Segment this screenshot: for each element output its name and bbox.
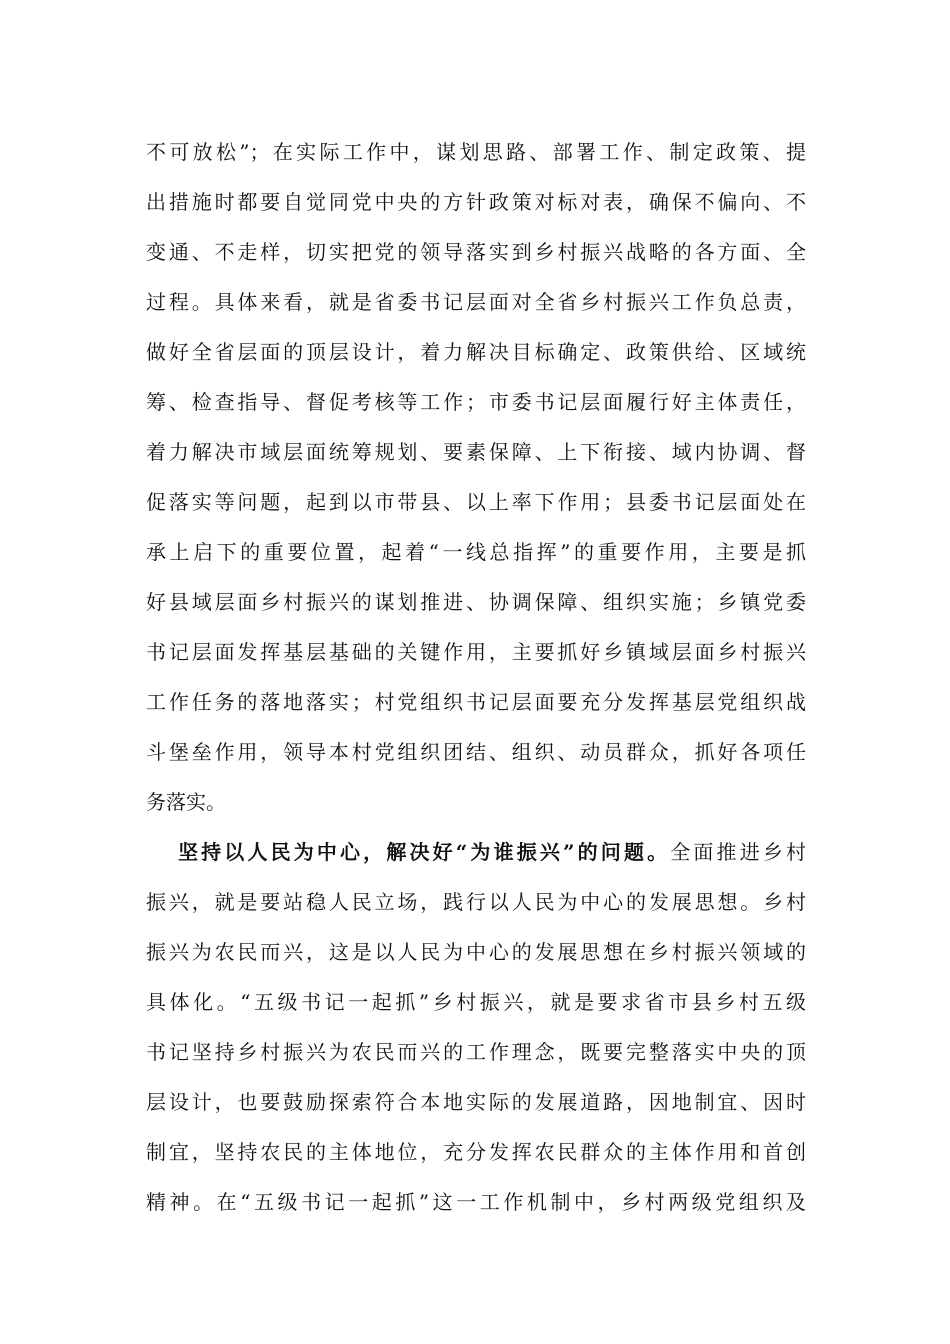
paragraph-2-line-2: 振兴，就是要站稳人民立场，践行以人民为中心的发展思想。乡村 xyxy=(146,890,806,914)
paragraph-1-line-14: 务落实。 xyxy=(146,790,226,814)
paragraph-1-line-1: 不可放松”；在实际工作中，谋划思路、部署工作、制定政策、提 xyxy=(146,140,806,164)
paragraph-2-line-4: 具体化。“五级书记一起抓”乡村振兴，就是要求省市县乡村五级 xyxy=(146,990,806,1014)
paragraph-2-line-6: 层设计，也要鼓励探索符合本地实际的发展道路，因地制宜、因时 xyxy=(146,1090,806,1114)
paragraph-1-line-10: 好县域层面乡村振兴的谋划推进、协调保障、组织实施；乡镇党委 xyxy=(146,590,806,614)
paragraph-1-line-5: 做好全省层面的顶层设计，着力解决目标确定、政策供给、区域统 xyxy=(146,340,806,364)
paragraph-1-line-6: 筹、检查指导、督促考核等工作；市委书记层面履行好主体责任， xyxy=(146,390,806,414)
paragraph-1-line-3: 变通、不走样，切实把党的领导落实到乡村振兴战略的各方面、全 xyxy=(146,240,806,264)
paragraph-2-first-line xyxy=(178,832,806,872)
paragraph-1-line-11: 书记层面发挥基层基础的关键作用，主要抓好乡镇域层面乡村振兴 xyxy=(146,640,806,664)
paragraph-1-line-4: 过程。具体来看，就是省委书记层面对全省乡村振兴工作负总责， xyxy=(146,290,806,314)
paragraph-1-line-9: 承上启下的重要位置，起着“一线总指挥”的重要作用，主要是抓 xyxy=(146,540,806,564)
paragraph-2-line-8: 精神。在“五级书记一起抓”这一工作机制中，乡村两级党组织及 xyxy=(146,1190,806,1214)
paragraph-1-line-8: 促落实等问题，起到以市带县、以上率下作用；县委书记层面处在 xyxy=(146,490,806,514)
paragraph-2-line-5: 书记坚持乡村振兴为农民而兴的工作理念，既要完整落实中央的顶 xyxy=(146,1040,806,1064)
paragraph-2-line-3: 振兴为农民而兴，这是以人民为中心的发展思想在乡村振兴领域的 xyxy=(146,940,806,964)
paragraph-2-first-line-text: 全面推进乡村 xyxy=(670,840,807,864)
paragraph-2-line-7: 制宜，坚持农民的主体地位，充分发挥农民群众的主体作用和首创 xyxy=(146,1140,806,1164)
paragraph-2-heading: 坚持以人民为中心，解决好“为谁振兴”的问题。 xyxy=(178,840,671,864)
paragraph-1-line-7: 着力解决市域层面统筹规划、要素保障、上下衔接、域内协调、督 xyxy=(146,440,806,464)
paragraph-1-line-13: 斗堡垒作用，领导本村党组织团结、组织、动员群众，抓好各项任 xyxy=(146,740,806,764)
paragraph-1-line-12: 工作任务的落地落实；村党组织书记层面要充分发挥基层党组织战 xyxy=(146,690,806,714)
paragraph-1-line-2: 出措施时都要自觉同党中央的方针政策对标对表，确保不偏向、不 xyxy=(146,190,806,214)
